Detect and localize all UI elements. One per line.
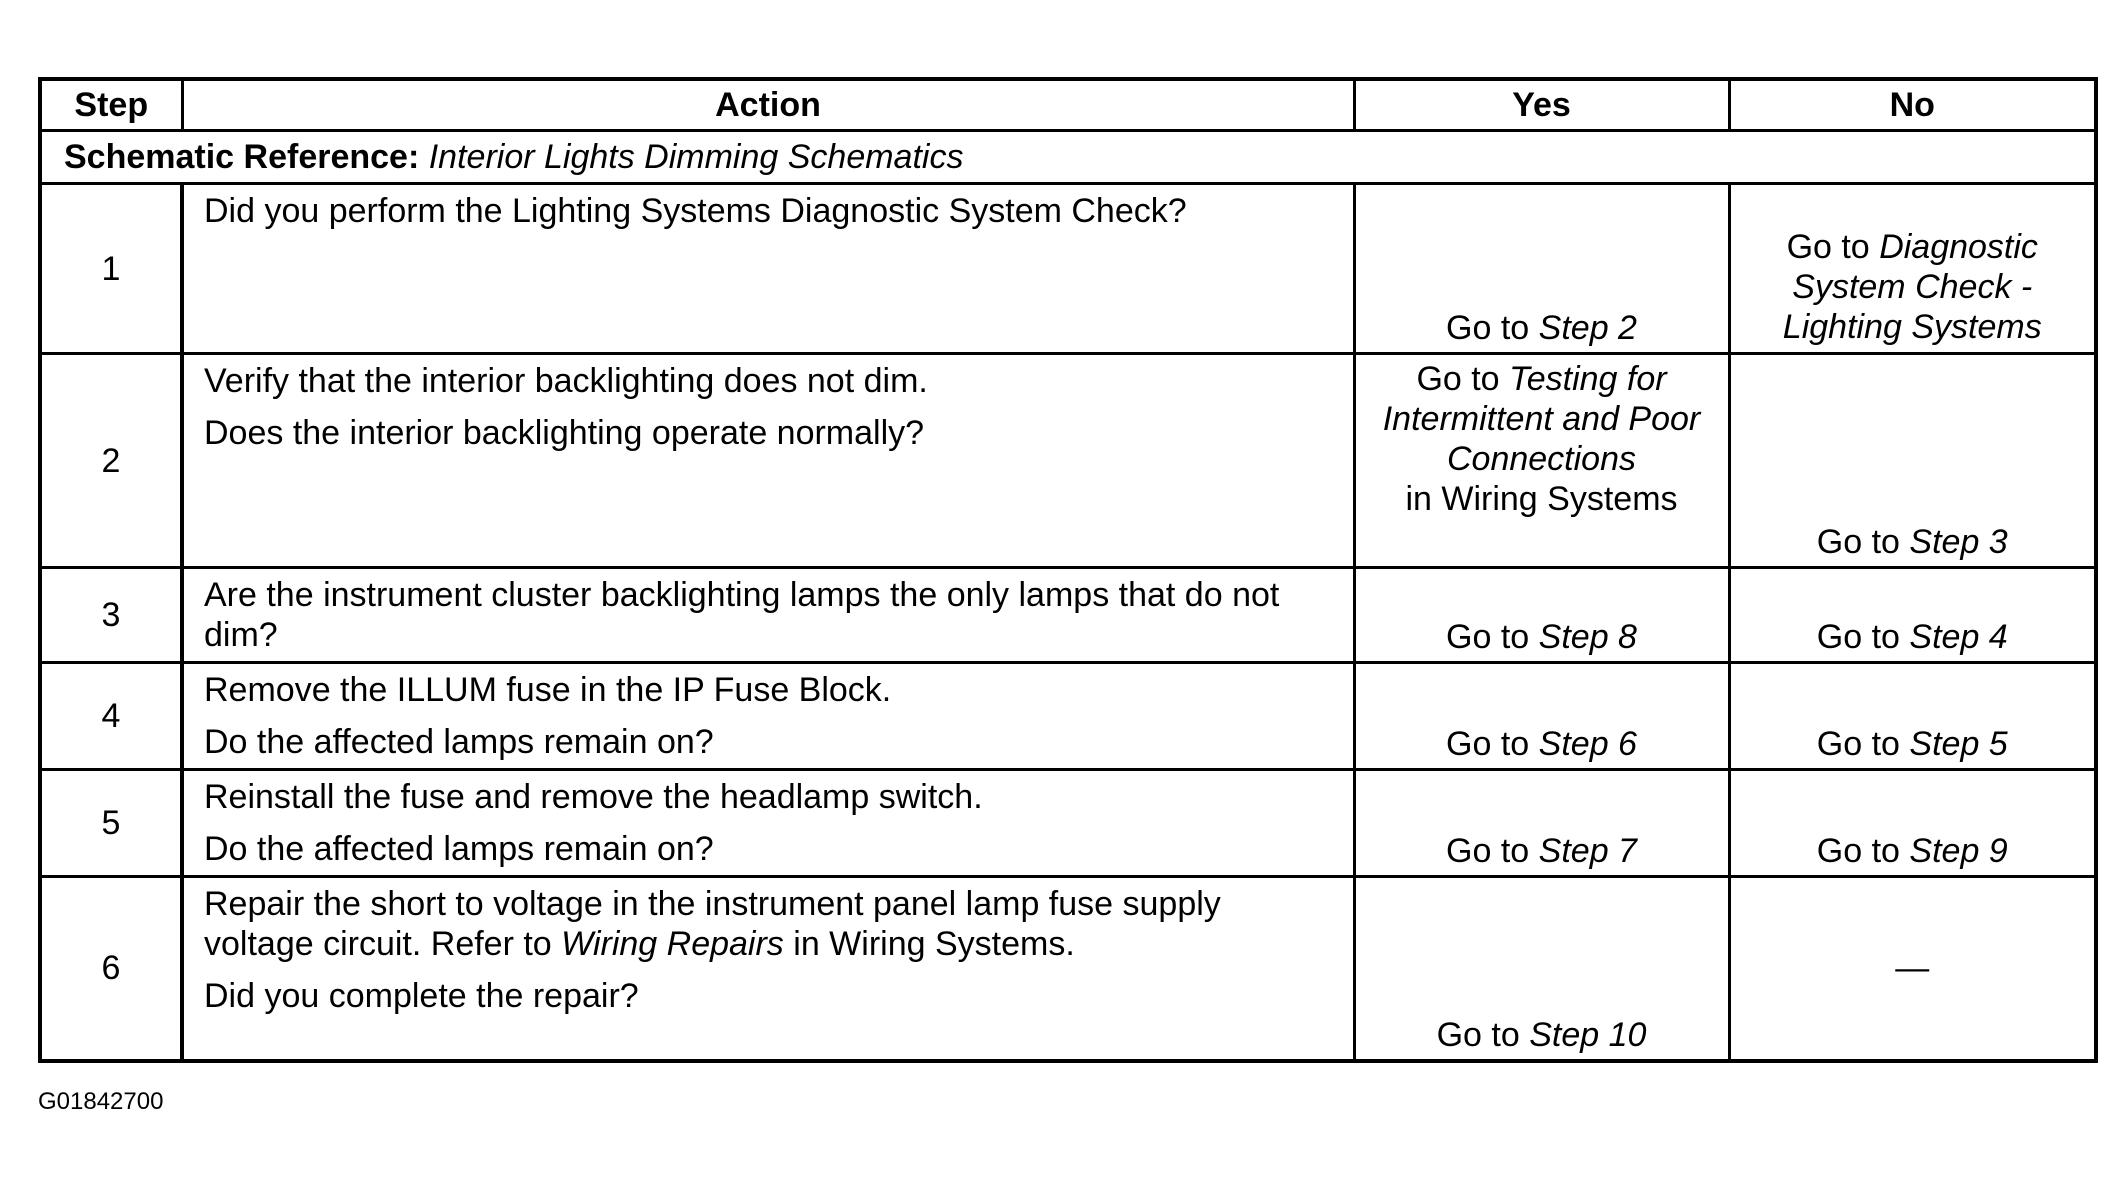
no-cell	[1729, 770, 2096, 877]
action-text: Did you perform the Lighting Systems Diagnostic System Check?	[204, 192, 1187, 230]
action-text: Reinstall the fuse and remove the headlamp switch.	[204, 778, 983, 816]
table-row	[40, 770, 2096, 877]
action-question: Did you complete the repair?	[204, 977, 639, 1015]
no-cell	[1729, 877, 2096, 1061]
yes-link[interactable]: Step 10	[1529, 1015, 1647, 1054]
no-cell	[1729, 663, 2096, 770]
yes-prefix: Go to	[1446, 309, 1530, 347]
table-row	[40, 568, 2096, 663]
action-text-after: in Wiring Systems.	[793, 925, 1075, 963]
action-cell	[182, 184, 1354, 354]
header-step: Step	[40, 79, 182, 131]
yes-prefix: Go to	[1446, 725, 1530, 763]
wiring-repairs-link[interactable]: Wiring Repairs	[561, 925, 784, 963]
no-cell	[1729, 568, 2096, 663]
table-row	[40, 354, 2096, 568]
action-question: Do the affected lamps remain on?	[204, 830, 714, 868]
no-link[interactable]: Step 4	[1909, 618, 2008, 656]
step-number: 2	[40, 354, 182, 568]
yes-prefix: Go to	[1416, 360, 1500, 398]
action-text: Remove the ILLUM fuse in the IP Fuse Block.	[204, 671, 892, 709]
yes-link[interactable]: Testing for Intermittent and Poor Connections	[1382, 360, 1701, 478]
step-number: 3	[40, 568, 182, 663]
action-text	[204, 884, 1333, 964]
no-prefix: Go to	[1816, 832, 1900, 870]
no-cell	[1729, 184, 2096, 354]
step-number: 4	[40, 663, 182, 770]
yes-prefix: Go to	[1436, 1015, 1520, 1054]
yes-link[interactable]: Step 6	[1538, 725, 1637, 763]
yes-suffix: in Wiring Systems	[1405, 480, 1678, 518]
header-row	[40, 79, 2096, 131]
no-link[interactable]: Diagnostic System Check - Lighting Systems	[1782, 227, 2042, 346]
schematic-reference-link[interactable]: Interior Lights Dimming Schematics	[428, 138, 964, 176]
table-row	[40, 184, 2096, 354]
step-number: 1	[40, 184, 182, 354]
no-dash: —	[1895, 949, 1930, 988]
header-action: Action	[182, 79, 1354, 131]
yes-prefix: Go to	[1446, 832, 1530, 870]
schematic-reference	[40, 131, 2096, 184]
table-row	[40, 877, 2096, 1061]
table-row	[40, 663, 2096, 770]
figure-id: G01842700	[38, 1088, 164, 1115]
no-prefix: Go to	[1816, 523, 1900, 561]
header-yes: Yes	[1354, 79, 1729, 131]
no-prefix: Go to	[1816, 725, 1900, 763]
no-prefix: Go to	[1786, 227, 1870, 266]
action-text: Verify that the interior backlighting does not dim.	[204, 362, 928, 400]
yes-link[interactable]: Step 2	[1538, 309, 1637, 347]
yes-link[interactable]: Step 7	[1538, 832, 1637, 870]
action-cell	[182, 354, 1354, 568]
diagnostic-table	[38, 77, 2098, 1063]
schematic-reference-row	[40, 131, 2096, 184]
diagnostic-table-container	[38, 77, 2094, 1063]
no-link[interactable]: Step 9	[1909, 832, 2008, 870]
action-question: Do the affected lamps remain on?	[204, 723, 714, 761]
step-number: 5	[40, 770, 182, 877]
action-cell	[182, 770, 1354, 877]
action-cell	[182, 877, 1354, 1061]
no-cell	[1729, 354, 2096, 568]
yes-cell	[1354, 184, 1729, 354]
yes-cell	[1354, 354, 1729, 568]
yes-prefix: Go to	[1446, 618, 1530, 656]
header-no: No	[1729, 79, 2096, 131]
yes-cell	[1354, 770, 1729, 877]
action-cell	[182, 568, 1354, 663]
action-question: Does the interior backlighting operate normally?	[204, 414, 925, 452]
action-text: Are the instrument cluster backlighting lamps the only lamps that do not dim?	[204, 576, 1280, 654]
action-cell	[182, 663, 1354, 770]
no-prefix: Go to	[1816, 618, 1900, 656]
yes-cell	[1354, 568, 1729, 663]
no-link[interactable]: Step 5	[1909, 725, 2008, 763]
yes-link[interactable]: Step 8	[1538, 618, 1637, 656]
no-link[interactable]: Step 3	[1909, 523, 2008, 561]
yes-cell	[1354, 877, 1729, 1061]
action-text-before: Repair the short to voltage in the instrument panel lamp fuse supply voltage circuit. Refer to	[204, 885, 1221, 963]
step-number: 6	[40, 877, 182, 1061]
schematic-reference-label: Schematic Reference:	[64, 138, 420, 176]
yes-cell	[1354, 663, 1729, 770]
